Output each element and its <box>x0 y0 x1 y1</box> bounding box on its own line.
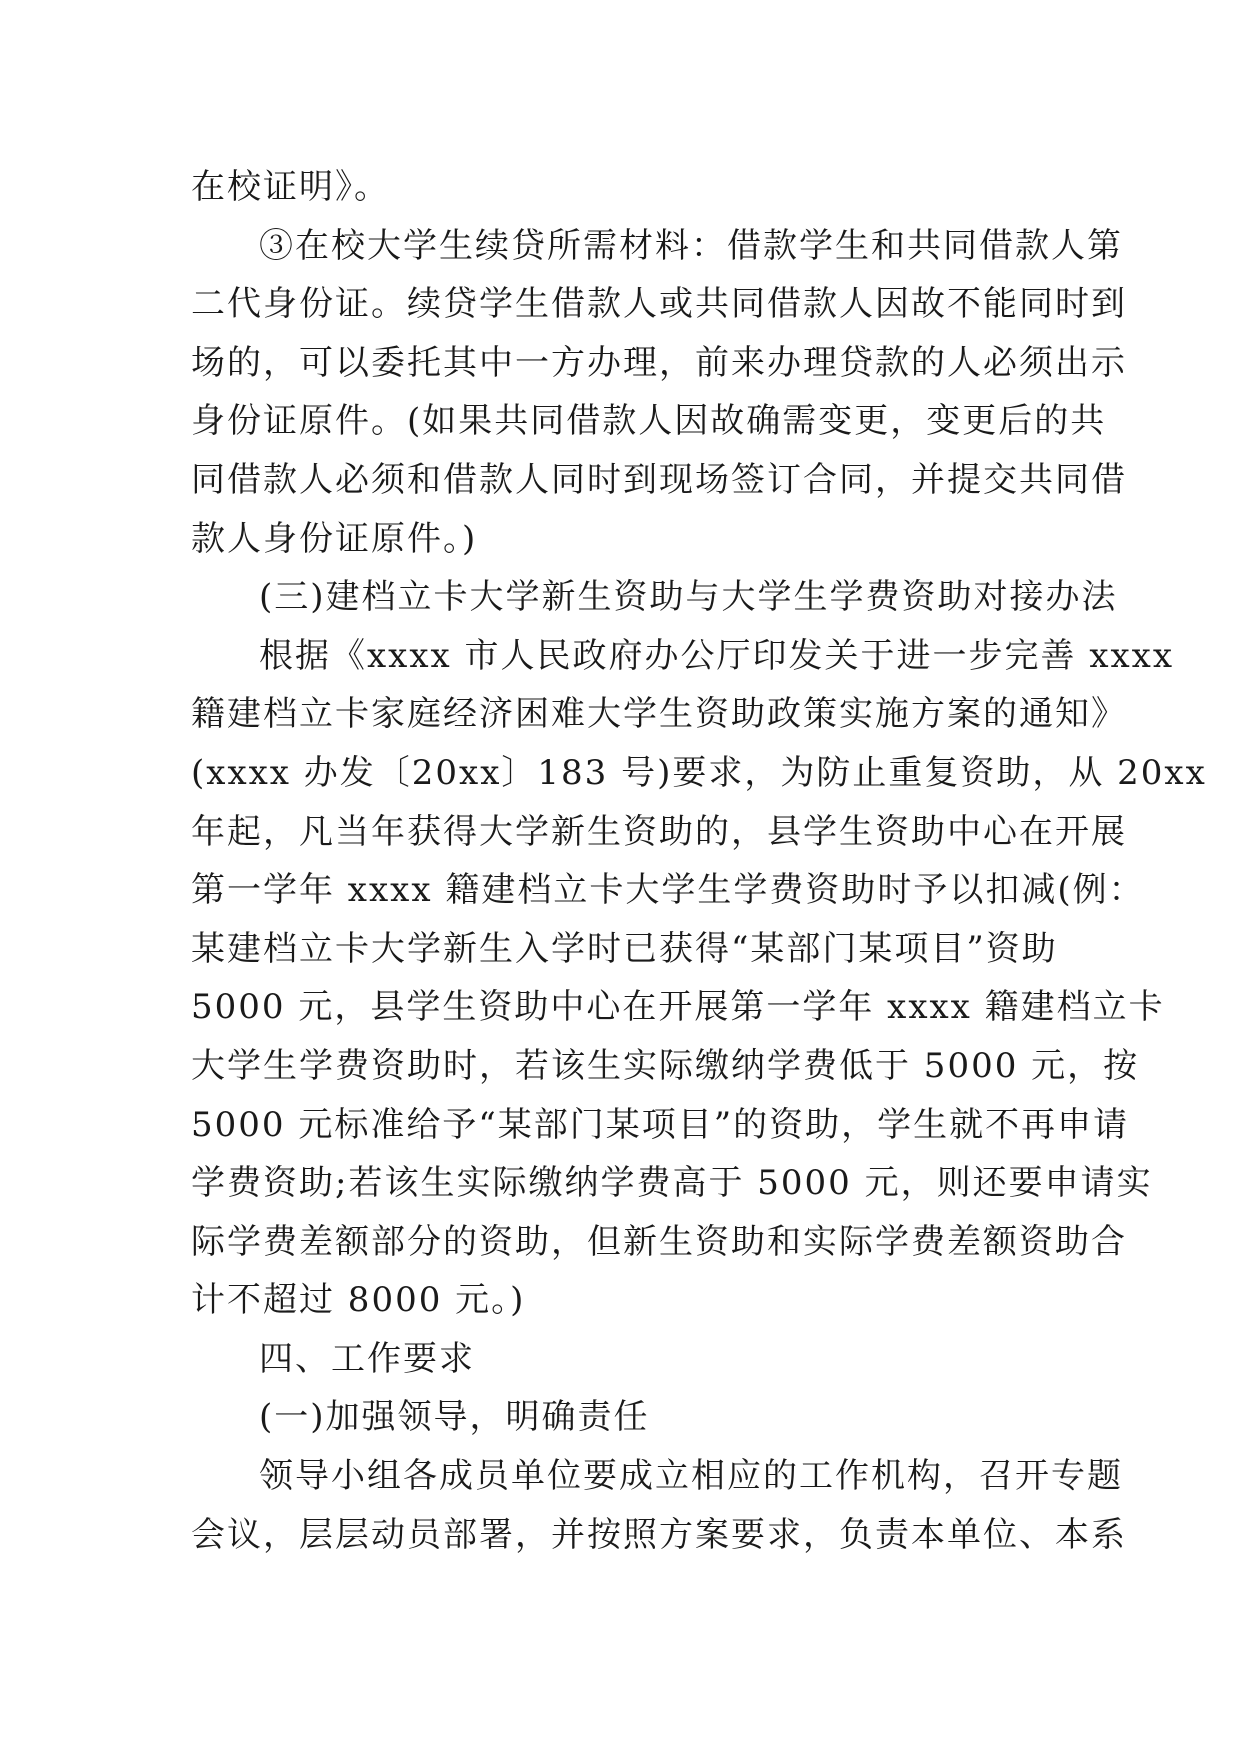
text-line-24: 会议，层层动员部署，并按照方案要求，负责本单位、本系 <box>191 1514 1127 1555</box>
text-line-15: 5000 元，县学生资助中心在开展第一学年 xxxx 籍建档立卡 <box>191 987 1165 1028</box>
section-heading-3: (三)建档立卡大学新生资助与大学生学费资助对接办法 <box>259 577 1118 618</box>
text-line-13: 第一学年 xxxx 籍建档立卡大学生学费资助时予以扣减(例： <box>191 870 1145 911</box>
document-body <box>191 158 1207 1564</box>
text-line-16: 大学生学费资助时，若该生实际缴纳学费低于 5000 元，按 <box>191 1045 1140 1086</box>
text-line-12: 年起，凡当年获得大学新生资助的，县学生资助中心在开展 <box>191 811 1127 852</box>
text-line-19: 际学费差额部分的资助，但新生资助和实际学费差额资助合 <box>191 1221 1127 1262</box>
text-line-5: 身份证原件。(如果共同借款人因故确需变更，变更后的共 <box>191 401 1107 442</box>
text-line-20: 计不超过 8000 元。) <box>191 1280 526 1321</box>
text-line-17: 5000 元标准给予“某部门某项目”的资助，学生就不再申请 <box>191 1104 1130 1145</box>
subsection-heading-1: (一)加强领导，明确责任 <box>259 1397 650 1438</box>
text-line-18: 学费资助;若该生实际缴纳学费高于 5000 元，则还要申请实 <box>191 1163 1153 1204</box>
text-line-7: 款人身份证原件。) <box>191 518 478 559</box>
text-line-4: 场的，可以委托其中一方办理，前来办理贷款的人必须出示 <box>191 342 1127 383</box>
text-line-14: 某建档立卡大学新生入学时已获得“某部门某项目”资助 <box>191 928 1058 969</box>
section-heading-4: 四、工作要求 <box>259 1338 475 1379</box>
text-line-9: 根据《xxxx 市人民政府办公厅印发关于进一步完善 xxxx <box>259 635 1175 676</box>
text-line-6: 同借款人必须和借款人同时到现场签订合同，并提交共同借 <box>191 459 1127 500</box>
text-line-10: 籍建档立卡家庭经济困难大学生资助政策实施方案的通知》 <box>191 694 1127 735</box>
text-line-3: 二代身份证。续贷学生借款人或共同借款人因故不能同时到 <box>191 284 1127 325</box>
text-line-11: (xxxx 办发〔20xx〕183 号)要求，为防止重复资助，从 20xx <box>191 752 1207 793</box>
text-line-1: 在校证明》。 <box>191 167 390 207</box>
text-line-23: 领导小组各成员单位要成立相应的工作机构，召开专题 <box>259 1456 1123 1497</box>
text-line-2: ③在校大学生续贷所需材料：借款学生和共同借款人第 <box>259 225 1123 266</box>
